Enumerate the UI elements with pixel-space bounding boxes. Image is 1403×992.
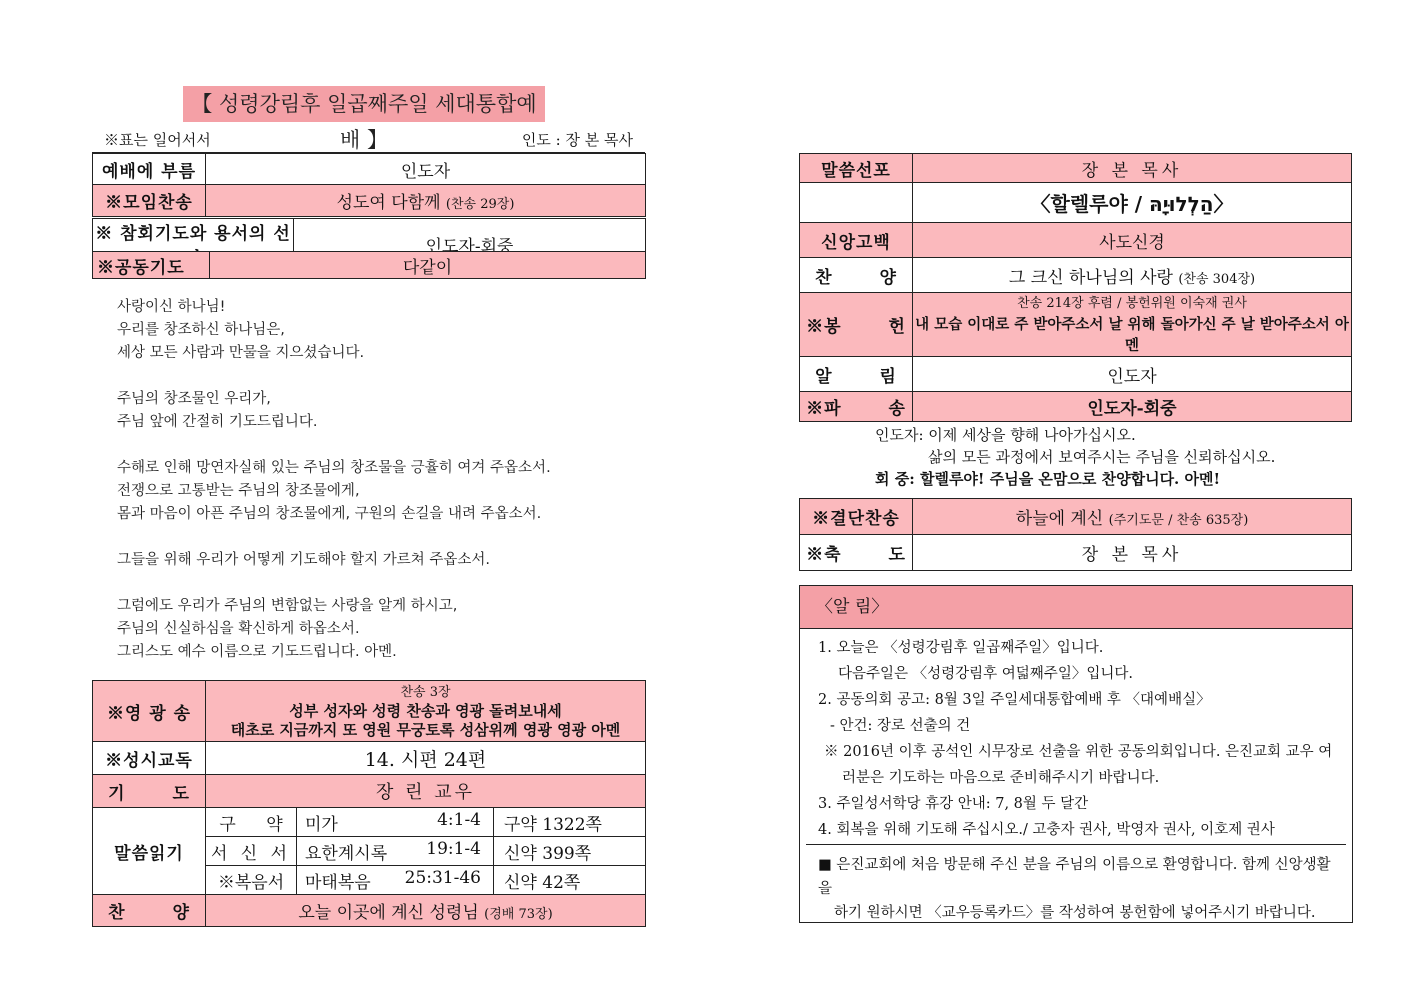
readings-label: 말씀읽기: [93, 808, 206, 895]
offering-note: 찬송 214장 후렴 / 봉헌위원 이숙재 권사: [1017, 296, 1247, 311]
worship-order-table-1: [92, 153, 646, 217]
reading-book-name: 요한계시록: [305, 843, 388, 864]
gloria-line-1: 성부 성자와 성령 찬송과 영광 돌려보내세: [289, 701, 562, 720]
offering-value: [913, 293, 1352, 357]
offering-line: 내 모습 이대로 주 받아주소서 날 위해 돌아가신 주 날 받아주소서 아멘: [915, 316, 1349, 354]
creed-value: 사도신경: [913, 223, 1352, 258]
prayer-line: 주님의 신실하심을 확신하게 하옵소서.: [117, 621, 360, 637]
notice-item: 1. 오늘은 〈성령강림후 일곱째주일〉입니다.: [818, 640, 1104, 656]
benediction-label: ※축 도: [800, 535, 913, 571]
gloria-line-2: 태초로 지금까지 또 영원 무궁토록 성삼위께 영광 영광 아멘: [230, 720, 621, 739]
decision-title: 하늘에 계신: [1015, 509, 1104, 529]
prayer-row-value: 장 린 교우: [206, 775, 646, 808]
notice-head: 〈알 림〉: [800, 586, 1352, 629]
decision-value: [913, 499, 1352, 535]
notice-item: 3. 주일성서학당 휴강 안내: 7, 8월 두 달간: [818, 796, 1089, 812]
decision-label: ※결단찬송: [800, 499, 913, 535]
reading-ref: 25:31-46: [404, 867, 481, 888]
opening-hymn-label: ※모임찬송: [93, 185, 206, 217]
praise-right-number: (찬송 304장): [1178, 271, 1256, 287]
notice-item: ※ 2016년 이후 공석인 시무장로 선출을 위한 공동의회입니다. 은진교회 교우 여: [824, 744, 1333, 760]
benediction-value: 장 본 목사: [913, 535, 1352, 571]
creed-label: 신앙고백: [800, 223, 913, 258]
prayer-paragraph: [117, 457, 637, 526]
reading-book: [297, 866, 494, 895]
gloria-label: ※영 광 송: [93, 681, 206, 742]
praise-left-title: 오늘 이곳에 계신 성령님: [298, 903, 479, 923]
prayer-row-label: 기 도: [93, 775, 206, 808]
standing-note: ※표는 일어서서: [104, 131, 211, 149]
reading-kind: 구 약: [206, 808, 297, 837]
reading-book-name: 미가: [305, 814, 338, 835]
opening-hymn-number: (찬송 29장): [445, 197, 515, 212]
prayer-line: 그리스도 예수 이름으로 기도드립니다. 아멘.: [117, 644, 397, 660]
sermon-preacher: 장 본 목사: [913, 154, 1352, 183]
closing-table: [799, 498, 1352, 571]
reading-book: [297, 837, 494, 866]
confession-value: 인도자-회중: [294, 219, 646, 270]
prayer-line: 사랑이신 하나님!: [117, 299, 226, 315]
prayer-line: 주님 앞에 간절히 기도드립니다.: [117, 414, 318, 430]
reading-ref: 19:1-4: [426, 838, 481, 859]
notice-item: 4. 회복을 위해 기도해 주십시오./ 고충자 권사, 박영자 권사, 이호제 권사: [818, 822, 1275, 838]
decision-number: (주기도문 / 찬송 635장): [1108, 513, 1249, 528]
praise-left-label: 찬 양: [93, 895, 206, 927]
offering-label: ※봉 헌: [800, 293, 913, 357]
sermon-title: 〈할렐루야 / הַלְלוּיָהּ〉: [913, 183, 1352, 223]
notice-item: 러분은 기도하는 마음으로 준비해주시기 바랍니다.: [842, 770, 1160, 786]
sending-text: [860, 424, 1340, 490]
worship-order-table-2: [92, 680, 646, 927]
reading-page: 신약 399쪽: [494, 837, 646, 866]
notice-item: 다음주일은 〈성령강림후 여덟째주일〉입니다.: [838, 666, 1133, 682]
sending-line-1: 인도자: 이제 세상을 향해 나아가십시오.: [875, 426, 1136, 444]
prayer-line: 우리를 창조하신 하나님은,: [117, 322, 285, 338]
common-prayer-value: 다같이: [210, 252, 646, 279]
praise-right-title: 그 크신 하나님의 사랑: [1008, 267, 1173, 288]
notice-body: [800, 629, 1352, 843]
opening-hymn-title: 성도여 다함께: [336, 193, 441, 213]
announce-label: 알 림: [800, 357, 913, 392]
prayer-paragraph: [117, 296, 637, 365]
reading-ref: 4:1-4: [437, 809, 481, 830]
welcome-note: [806, 844, 1346, 921]
leader-note: 인도 : 장 본 목사: [521, 131, 633, 149]
gloria-hymn-number: 찬송 3장: [400, 684, 451, 700]
opening-hymn-value: [206, 185, 646, 217]
prayer-line: 몸과 마음이 아픈 주님의 창조물에게, 구원의 손길을 내려 주옵소서.: [117, 506, 542, 522]
worship-order-table-right: [799, 153, 1352, 422]
welcome-line-1: ■ 은진교회에 처음 방문해 주신 분을 주님의 이름으로 환영합니다. 함께 신앙생활을: [818, 857, 1331, 897]
prayer-text: [117, 296, 637, 664]
praise-right-value: [913, 258, 1352, 293]
announce-value: 인도자: [913, 357, 1352, 392]
reading-kind: 서 신 서: [206, 837, 297, 866]
sermon-label: 말씀선포: [800, 154, 913, 183]
prayer-paragraph: [117, 388, 637, 434]
sending-label: ※파 송: [800, 392, 913, 422]
prayer-line: 주님의 창조물인 우리가,: [117, 391, 271, 407]
confession-label: ※ 참회기도와 용서의 선언: [93, 219, 294, 270]
common-prayer-table: [92, 251, 646, 279]
call-to-worship-label: 예배에 부름: [93, 154, 206, 185]
catechism-value: 14. 시편 24편: [206, 742, 646, 775]
common-prayer-label: ※공동기도: [93, 252, 210, 279]
sermon-empty-cell: [800, 183, 913, 223]
order-header: [92, 128, 645, 153]
sending-value: 인도자-회중: [913, 392, 1352, 422]
prayer-line: 수해로 인해 망연자실해 있는 주님의 창조물을 긍휼히 여겨 주옵소서.: [117, 460, 551, 476]
prayer-paragraph: [117, 595, 637, 664]
reading-page: 구약 1322쪽: [494, 808, 646, 837]
catechism-label: ※성시교독: [93, 742, 206, 775]
reading-page: 신약 42쪽: [494, 866, 646, 895]
reading-book-name: 마태복음: [305, 872, 371, 893]
notice-item: 2. 공동의회 공고: 8월 3일 주일세대통합예배 후 〈대예배실〉: [818, 692, 1211, 708]
prayer-line: 세상 모든 사람과 만물을 지으셨습니다.: [117, 345, 365, 361]
prayer-line: 그들을 위해 우리가 어떻게 기도해야 할지 가르쳐 주옵소서.: [117, 552, 491, 568]
prayer-line: 전쟁으로 고통받는 주님의 창조물에게,: [117, 483, 360, 499]
call-to-worship-value: 인도자: [206, 154, 646, 185]
welcome-line-2: 하기 원하시면 〈교우등록카드〉를 작성하여 봉헌함에 넣어주시기 바랍니다.: [834, 905, 1316, 921]
praise-right-label: 찬 양: [800, 258, 913, 293]
gloria-value: [206, 681, 646, 742]
praise-left-value: [206, 895, 646, 927]
bulletin-title: 【 성령강림후 일곱째주일 세대통합예배 】: [183, 86, 545, 122]
reading-book: [297, 808, 494, 837]
sending-line-2: 삶의 모든 과정에서 보여주시는 주님을 신뢰하십시오.: [928, 448, 1276, 466]
prayer-paragraph: [117, 549, 637, 572]
reading-kind: ※복음서: [206, 866, 297, 895]
praise-left-number: (경배 73장): [484, 907, 553, 922]
notice-box: [799, 585, 1353, 923]
prayer-line: 그럼에도 우리가 주님의 변함없는 사랑을 알게 하시고,: [117, 598, 458, 614]
sending-line-3: 회 중: 할렐루야! 주님을 온맘으로 찬양합니다. 아멘!: [875, 470, 1221, 488]
notice-item: - 안건: 장로 선출의 건: [830, 718, 971, 734]
